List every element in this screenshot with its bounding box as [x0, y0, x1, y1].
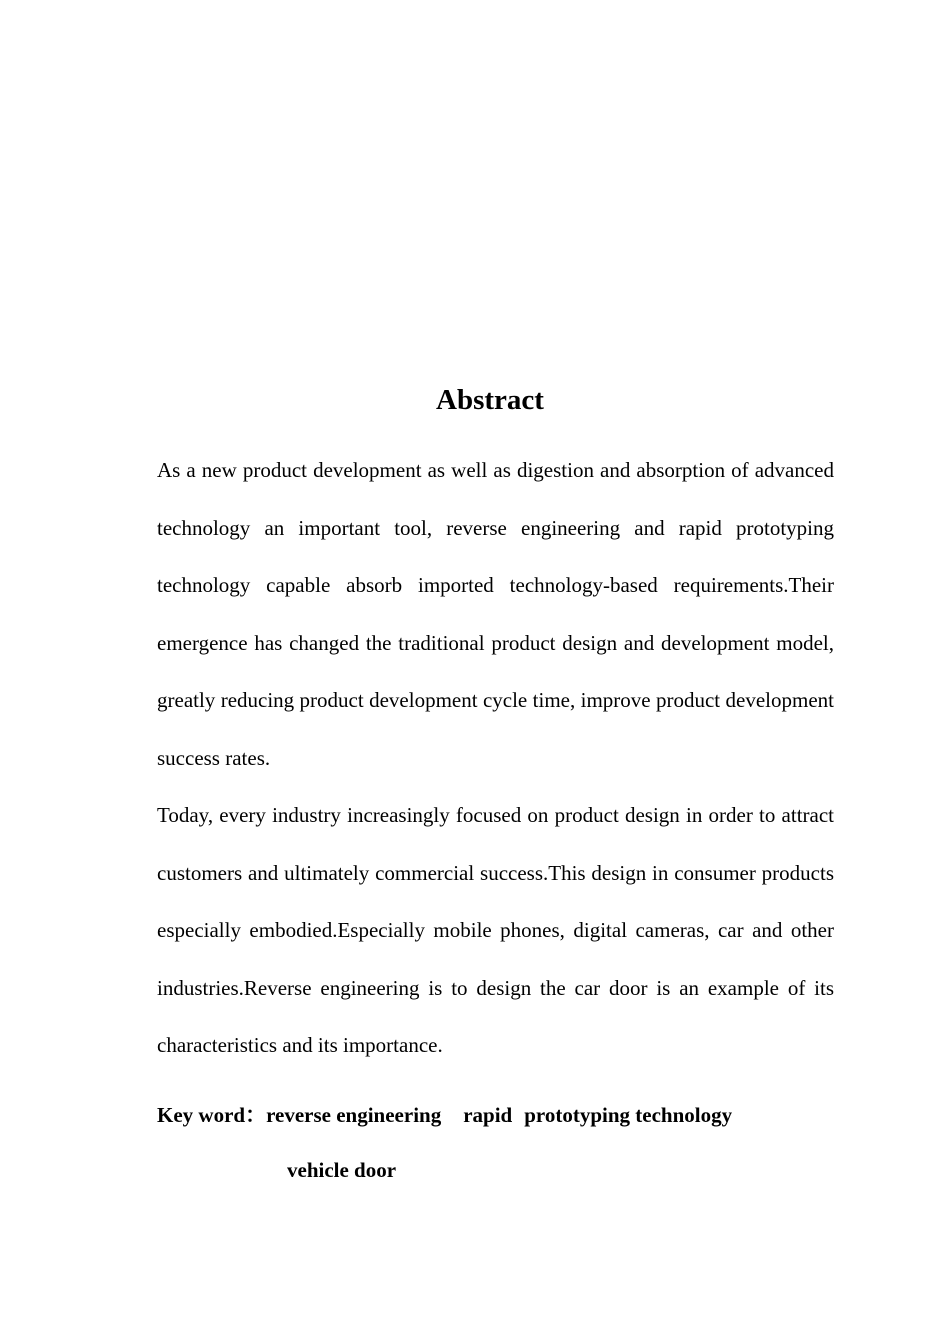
abstract-title: Abstract: [436, 384, 544, 416]
keyword-item: vehicle door: [287, 1158, 397, 1182]
keyword-item: prototyping technology: [524, 1103, 733, 1127]
abstract-paragraph-1: As a new product development as well as digestion and absorption of advanced technology an important tool, reverse engineering and rapid prototyping technology capable absorb imported technology-based requirements.Their emergence has changed the traditional product design and development model, greatly reducing product development cycle time, improve product development success rates.: [157, 458, 834, 770]
keywords-line-2: [287, 1150, 396, 1190]
keyword-item: reverse engineering: [266, 1103, 442, 1127]
keyword-item: rapid: [463, 1103, 513, 1127]
keywords-line: [157, 1095, 857, 1135]
abstract-paragraph-2: Today, every industry increasingly focused on product design in order to attract customers and ultimately commercial success.This design in consumer products especially embodied.Especially mobile phones, digital cameras, car and other industries.Reverse engineering is to design the car door is an example of its characteristics and its importance.: [157, 803, 834, 1057]
keywords-label: Key word：: [157, 1103, 267, 1127]
